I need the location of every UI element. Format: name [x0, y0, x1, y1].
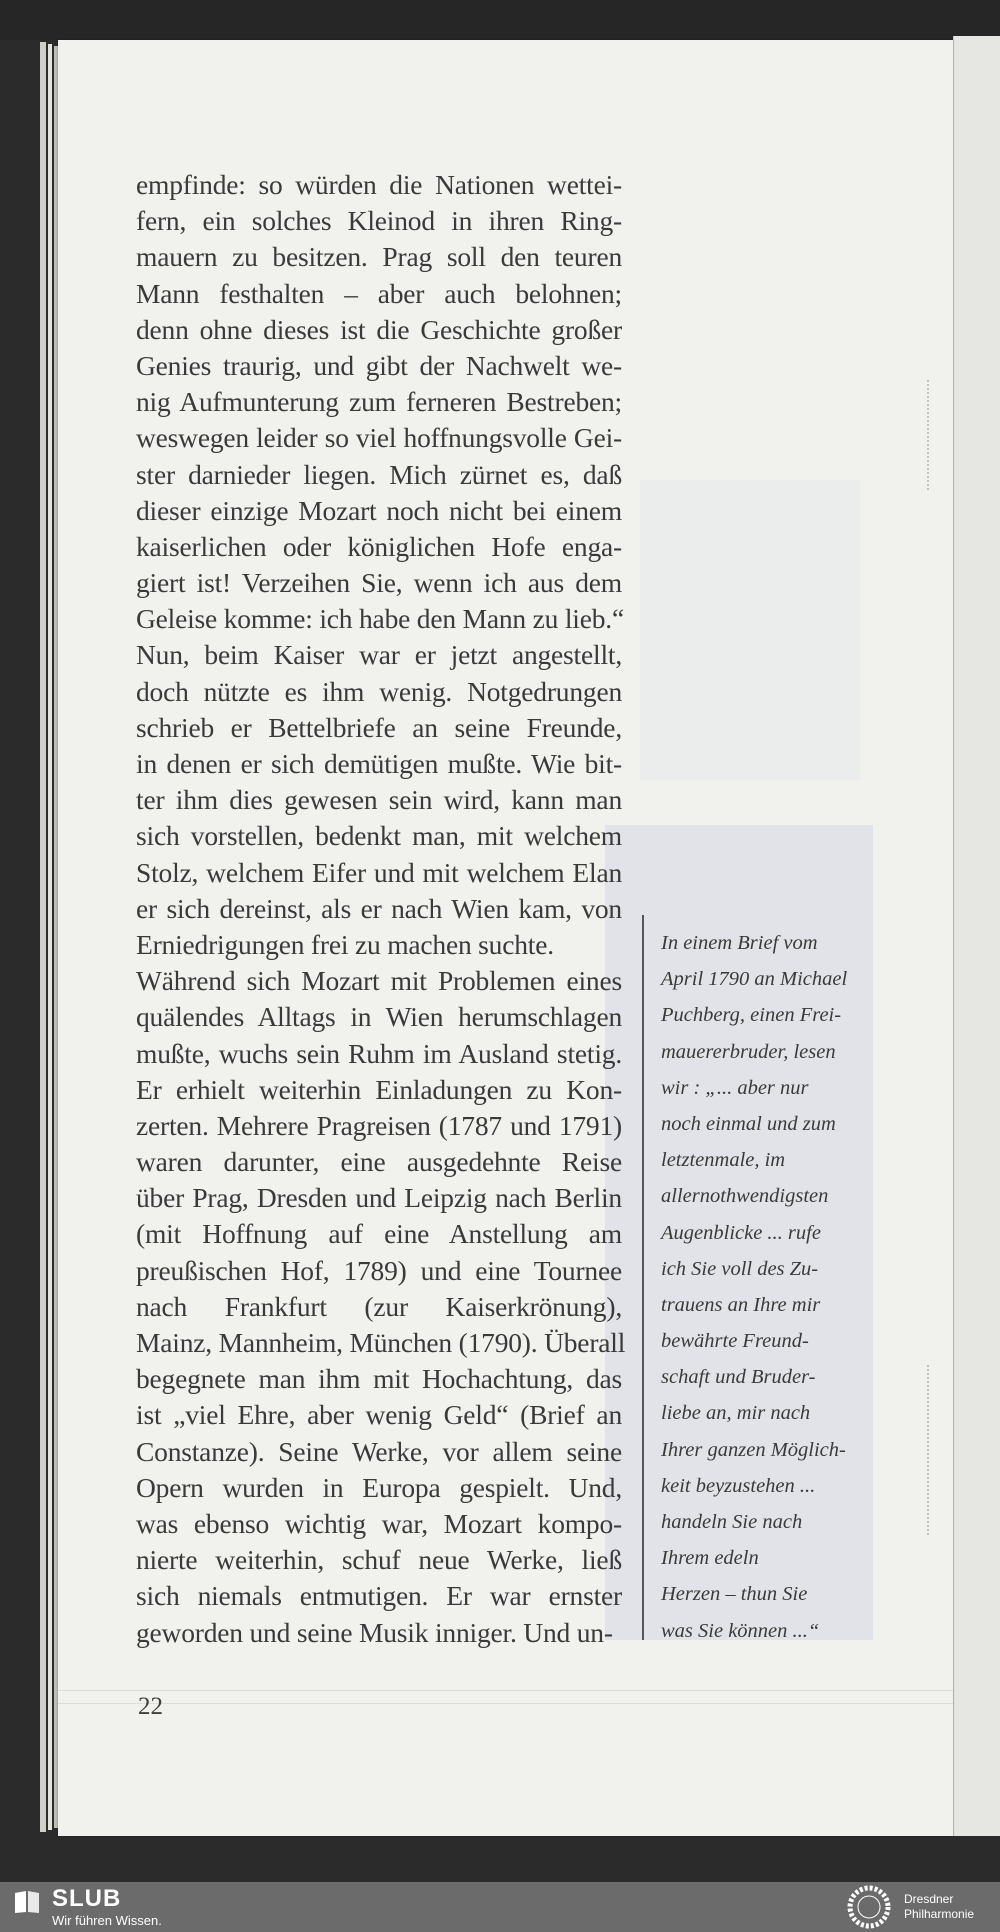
- reverse-side-bleed: [640, 480, 860, 780]
- viewer-banner: [0, 1882, 1000, 1932]
- text-line: Constanze). Seine Werke, vor allem seine: [136, 1435, 622, 1467]
- quote-line: handeln Sie nach: [661, 1511, 803, 1533]
- text-line: Während sich Mozart mit Problemen eines: [136, 965, 622, 997]
- quote-line: ich Sie voll des Zu-: [661, 1257, 819, 1280]
- quote-line: noch einmal und zum: [661, 1112, 836, 1135]
- text-line: denn ohne dieses ist die Geschichte großer: [136, 313, 622, 345]
- text-line: (mit Hoffnung auf eine Anstellung am: [136, 1218, 622, 1250]
- quote-line: allernothwendigsten: [661, 1185, 829, 1208]
- quote-line: letztenmale, im: [661, 1149, 786, 1172]
- text-line: sich niemals entmutigen. Er war ernster: [136, 1580, 622, 1612]
- partner-name-line1: Dresdner: [904, 1892, 954, 1906]
- quote-line: wir : „... aber nur: [661, 1076, 809, 1099]
- text-line: Opern wurden in Europa gespielt. Und,: [136, 1471, 622, 1503]
- text-line: quälendes Alltags in Wien herumschlagen: [136, 1001, 622, 1033]
- book-icon: [14, 1890, 40, 1914]
- quote-line: Herzen – thun Sie: [661, 1583, 808, 1606]
- footer-rule: [58, 1690, 953, 1704]
- philharmonie-logo-icon[interactable]: [843, 1885, 895, 1929]
- quote-line: In einem Brief vom: [661, 932, 818, 954]
- quote-line: liebe an, mir nach: [661, 1402, 811, 1425]
- quote-line: April 1790 an Michael: [661, 968, 848, 991]
- text-line: preußischen Hof, 1789) und eine Tournee: [136, 1254, 622, 1286]
- quote-line: keit beyzustehen ...: [661, 1474, 816, 1497]
- text-line: ist „viel Ehre, aber wenig Geld“ (Brief an: [136, 1399, 622, 1431]
- quote-line: was Sie können ...“: [661, 1619, 820, 1642]
- library-name[interactable]: SLUB: [52, 1885, 122, 1912]
- text-line: sich vorstellen, bedenkt man, mit welchem: [136, 820, 622, 852]
- text-line: fern, ein solches Kleinod in ihren Ring-: [136, 205, 622, 237]
- main-text-column: [136, 167, 626, 1651]
- page-stack-edge: [48, 44, 52, 1830]
- adjacent-page-edge: [953, 36, 1000, 1836]
- text-line: schrieb er Bettelbriefe an seine Freunde,: [136, 711, 622, 743]
- text-line: nierte weiterhin, schuf neue Werke, ließ: [136, 1544, 622, 1576]
- text-line: Nun, beim Kaiser war er jetzt angestellt,: [136, 639, 622, 671]
- text-line: ster darnieder liegen. Mich zürnet es, daß: [136, 458, 622, 490]
- text-line: dieser einzige Mozart noch nicht bei einem: [136, 494, 622, 526]
- text-line: Mann festhalten – aber auch belohnen;: [136, 277, 622, 309]
- text-line: Er erhielt weiterhin Einladungen zu Kon-: [136, 1073, 622, 1105]
- text-line: empfinde: so würden die Nationen wettei-: [136, 169, 622, 200]
- page-stack-edge: [40, 42, 46, 1832]
- text-line: in denen er sich demütigen mußte. Wie bit-: [136, 748, 622, 779]
- text-line: Genies traurig, und gibt der Nachwelt we-: [136, 349, 622, 381]
- sidebar-divider: [642, 915, 644, 1640]
- quote-line: bewährte Freund-: [661, 1330, 809, 1353]
- text-line: giert ist! Verzeihen Sie, wenn ich aus dem: [136, 567, 622, 599]
- text-line: Mainz, Mannheim, München (1790). Überall: [136, 1327, 626, 1358]
- text-line: Stolz, welchem Eifer und mit welchem Elan: [136, 856, 622, 888]
- quote-line: Puchberg, einen Frei-: [661, 1004, 842, 1027]
- library-tagline: Wir führen Wissen.: [52, 1913, 162, 1928]
- text-line: doch nützte es ihm wenig. Notgedrungen: [136, 675, 622, 707]
- text-line: nach Frankfurt (zur Kaiserkrönung),: [136, 1290, 622, 1322]
- text-line: mauern zu besitzen. Prag soll den teuren: [136, 241, 622, 273]
- partner-name-line2: Philharmonie: [904, 1907, 975, 1921]
- text-line: geworden und seine Musik inniger. Und un-: [136, 1616, 613, 1648]
- text-line: weswegen leider so viel hoffnungsvolle Gei-: [136, 422, 622, 454]
- text-line: über Prag, Dresden und Leipzig nach Berlin: [136, 1182, 622, 1214]
- text-line: kaiserlichen oder königlichen Hofe enga-: [136, 530, 622, 562]
- quote-line: mauererbruder, lesen: [661, 1040, 836, 1063]
- text-line: ter ihm dies gewesen sein wird, kann man: [136, 784, 622, 816]
- quote-line: trauens an Ihre mir: [661, 1293, 821, 1316]
- quote-line: Ihrer ganzen Möglich-: [661, 1438, 846, 1461]
- binding-thread: [927, 380, 943, 490]
- binding-thread: [927, 1365, 943, 1535]
- sidebar-quote: [661, 925, 876, 1649]
- text-line: waren darunter, eine ausgedehnte Reise: [136, 1146, 622, 1178]
- page-number: 22: [138, 1693, 163, 1720]
- text-line: begegnete man ihm mit Hochachtung, das: [136, 1363, 622, 1395]
- text-line: nig Aufmunterung zum ferneren Bestreben;: [136, 386, 622, 418]
- text-line: Erniedrigungen frei zu machen suchte.: [136, 928, 554, 960]
- text-line: zerten. Mehrere Pragreisen (1787 und 1791): [136, 1109, 622, 1141]
- text-line: Geleise komme: ich habe den Mann zu lieb.“: [136, 603, 624, 635]
- quote-line: schaft und Bruder-: [661, 1366, 816, 1389]
- quote-line: Ihrem edeln: [661, 1547, 759, 1570]
- text-line: er sich dereinst, als er nach Wien kam, von: [136, 892, 622, 924]
- quote-line: Augenblicke ... rufe: [661, 1221, 821, 1244]
- text-line: was ebenso wichtig war, Mozart kompo-: [136, 1507, 622, 1539]
- scanner-backdrop: [0, 0, 1000, 40]
- text-line: mußte, wuchs sein Ruhm im Ausland stetig.: [136, 1037, 622, 1069]
